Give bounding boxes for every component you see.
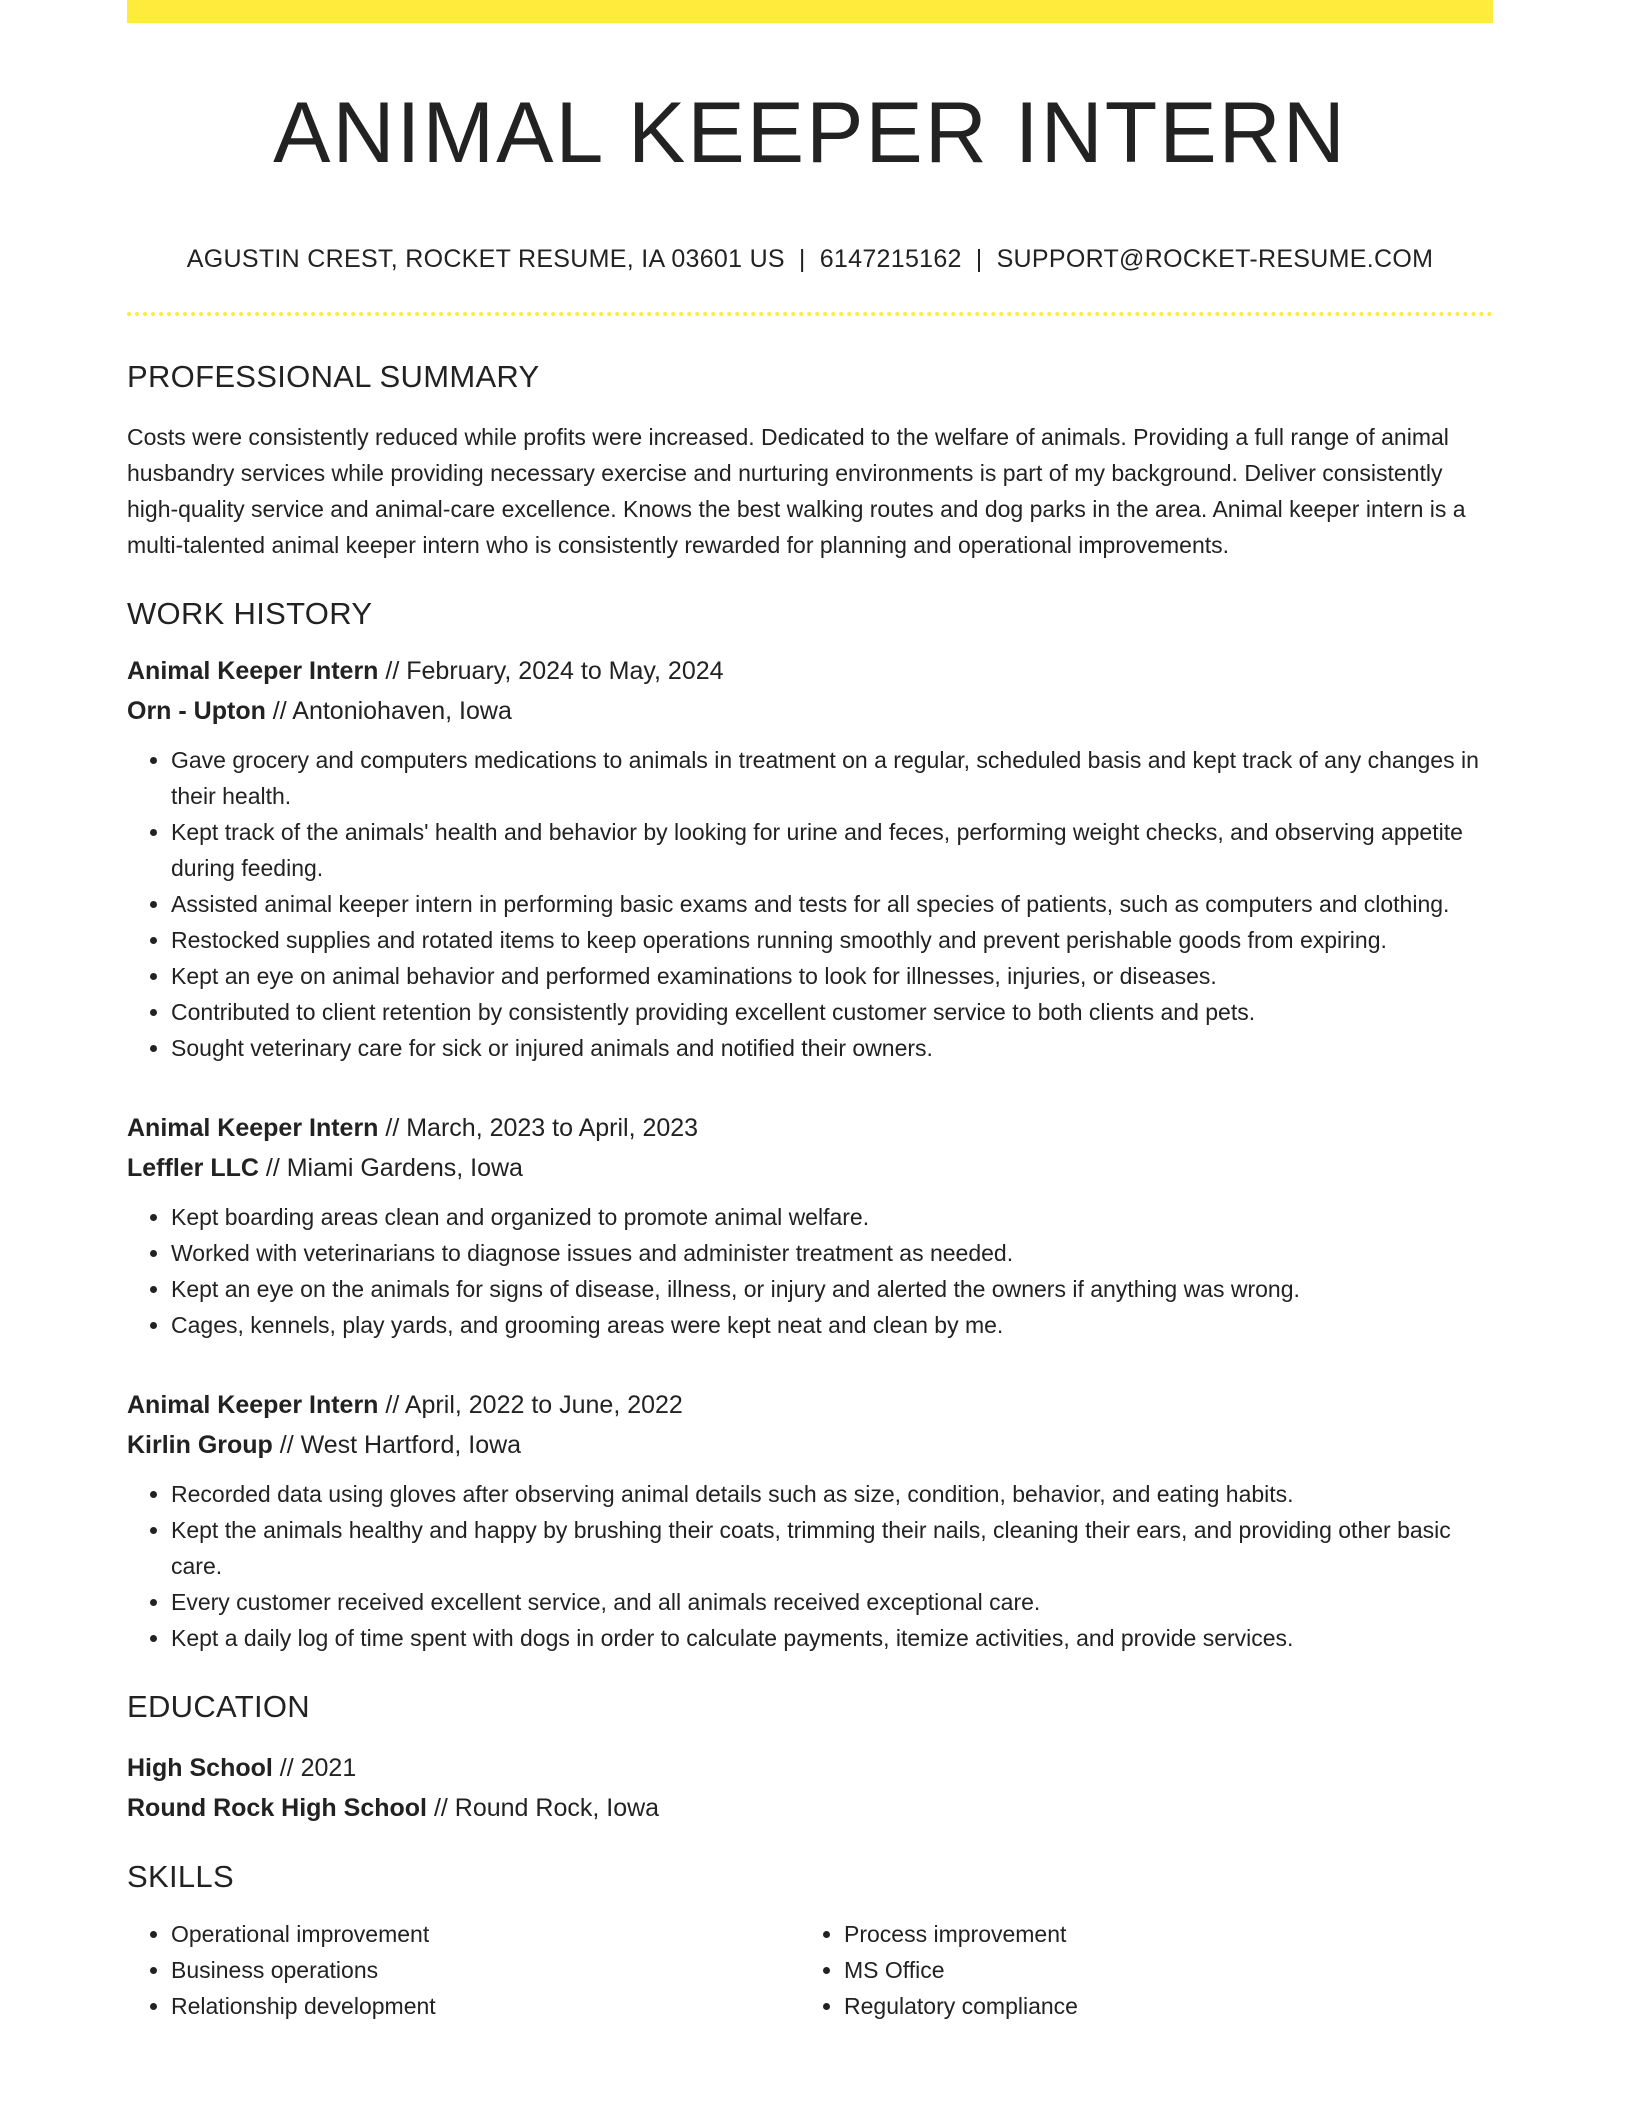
job-dates: // April, 2022 to June, 2022: [378, 1391, 683, 1420]
list-item: • Kept the animals healthy and happy by brushing their coats, trimming their nails, cleaning their ears, and providing other basic care.: [171, 1512, 1493, 1584]
list-item: • Kept track of the animals' health and behavior by looking for urine and feces, performing weight checks, and observing appetite during feeding.: [171, 814, 1493, 886]
list-item: • Kept an eye on animal behavior and performed examinations to look for illnesses, injuries, or diseases.: [171, 958, 1493, 994]
education-degree: High School: [127, 1754, 273, 1783]
list-item: • Contributed to client retention by consistently providing excellent customer service to both clients and pets.: [171, 994, 1493, 1030]
job-company-line: [127, 1148, 1493, 1188]
job-company-line: [127, 691, 1493, 731]
top-accent-bar: [127, 0, 1493, 23]
education-school-line: [127, 1788, 1493, 1828]
job-entry: [127, 1385, 1493, 1656]
skill-item: • Business operations: [171, 1952, 800, 1988]
skill-item: • Process improvement: [844, 1916, 1444, 1952]
contact-address: AGUSTIN CREST, ROCKET RESUME, IA 03601 US: [186, 245, 785, 274]
education-year: // 2021: [272, 1754, 357, 1783]
contact-separator: |: [798, 245, 806, 274]
job-role: Animal Keeper Intern: [127, 657, 379, 686]
summary-heading: PROFESSIONAL SUMMARY: [127, 359, 540, 395]
job-role: Animal Keeper Intern: [127, 1391, 379, 1420]
job-bullets: [127, 742, 1493, 1066]
skills-heading: SKILLS: [127, 1859, 234, 1895]
job-dates: // February, 2024 to May, 2024: [378, 657, 724, 686]
summary-text: Costs were consistently reduced while profits were increased. Dedicated to the welfare of animals. Providing a full range of animal husbandry services while providing necessary exercise and nurturing environments is part of my background. Deliver consistently high-quality service and animal-care excellence. Knows the best walking routes and dog parks in the area. Animal keeper intern is a multi-talented animal keeper intern who is consistently rewarded for planning and operational improvements.: [127, 424, 1466, 559]
job-location: // Miami Gardens, Iowa: [258, 1154, 523, 1183]
skill-item: • Relationship development: [171, 1988, 800, 2024]
list-item: • Assisted animal keeper intern in performing basic exams and tests for all species of patients, such as computers and clothing.: [171, 886, 1493, 922]
contact-line: [127, 243, 1493, 275]
list-item: • Kept an eye on the animals for signs of disease, illness, or injury and alerted the owners if anything was wrong.: [171, 1271, 1493, 1307]
list-item: • Worked with veterinarians to diagnose issues and administer treatment as needed.: [171, 1235, 1493, 1271]
education-entry: [127, 1748, 1493, 1828]
job-location: // West Hartford, Iowa: [272, 1431, 522, 1460]
resume-name: ANIMAL KEEPER INTERN: [273, 85, 1347, 181]
contact-phone: 6147215162: [819, 245, 962, 274]
job-entry: [127, 651, 1493, 1066]
contact-email: SUPPORT@ROCKET-RESUME.COM: [996, 245, 1434, 274]
job-title-line: [127, 1108, 1493, 1148]
list-item: • Sought veterinary care for sick or injured animals and notified their owners.: [171, 1030, 1493, 1066]
list-item: • Every customer received excellent service, and all animals received exceptional care.: [171, 1584, 1493, 1620]
job-dates: // March, 2023 to April, 2023: [378, 1114, 699, 1143]
resume-page: [127, 0, 1493, 2024]
job-company: Kirlin Group: [127, 1431, 273, 1460]
job-company: Leffler LLC: [127, 1154, 259, 1183]
skills-columns: [127, 1916, 1493, 2024]
list-item: • Cages, kennels, play yards, and grooming areas were kept neat and clean by me.: [171, 1307, 1493, 1343]
skill-item: • Regulatory compliance: [844, 1988, 1444, 2024]
job-company: Orn - Upton: [127, 697, 266, 726]
job-bullets: [127, 1199, 1493, 1343]
education-location: // Round Rock, Iowa: [427, 1794, 660, 1823]
job-role: Animal Keeper Intern: [127, 1114, 379, 1143]
list-item: • Kept boarding areas clean and organized to promote animal welfare.: [171, 1199, 1493, 1235]
job-title-line: [127, 1385, 1493, 1425]
dotted-divider: [127, 312, 1493, 316]
job-title-line: [127, 651, 1493, 691]
list-item: • Recorded data using gloves after observing animal details such as size, condition, behavior, and eating habits.: [171, 1476, 1493, 1512]
education-heading: EDUCATION: [127, 1689, 310, 1725]
list-item: • Restocked supplies and rotated items to keep operations running smoothly and prevent perishable goods from expiring.: [171, 922, 1493, 958]
skills-right-list: [800, 1916, 1444, 2024]
education-degree-line: [127, 1748, 1493, 1788]
job-bullets: [127, 1476, 1493, 1656]
skill-item: • MS Office: [844, 1952, 1444, 1988]
job-location: // Antoniohaven, Iowa: [265, 697, 512, 726]
contact-separator: |: [975, 245, 983, 274]
job-entry: [127, 1108, 1493, 1343]
work-history-heading: WORK HISTORY: [127, 596, 373, 632]
skill-item: • Operational improvement: [171, 1916, 800, 1952]
job-company-line: [127, 1425, 1493, 1465]
list-item: • Kept a daily log of time spent with dogs in order to calculate payments, itemize activities, and provide services.: [171, 1620, 1493, 1656]
skills-left-list: [127, 1916, 800, 2024]
list-item: • Gave grocery and computers medications to animals in treatment on a regular, scheduled basis and kept track of any changes in their health.: [171, 742, 1493, 814]
education-school: Round Rock High School: [127, 1794, 427, 1823]
